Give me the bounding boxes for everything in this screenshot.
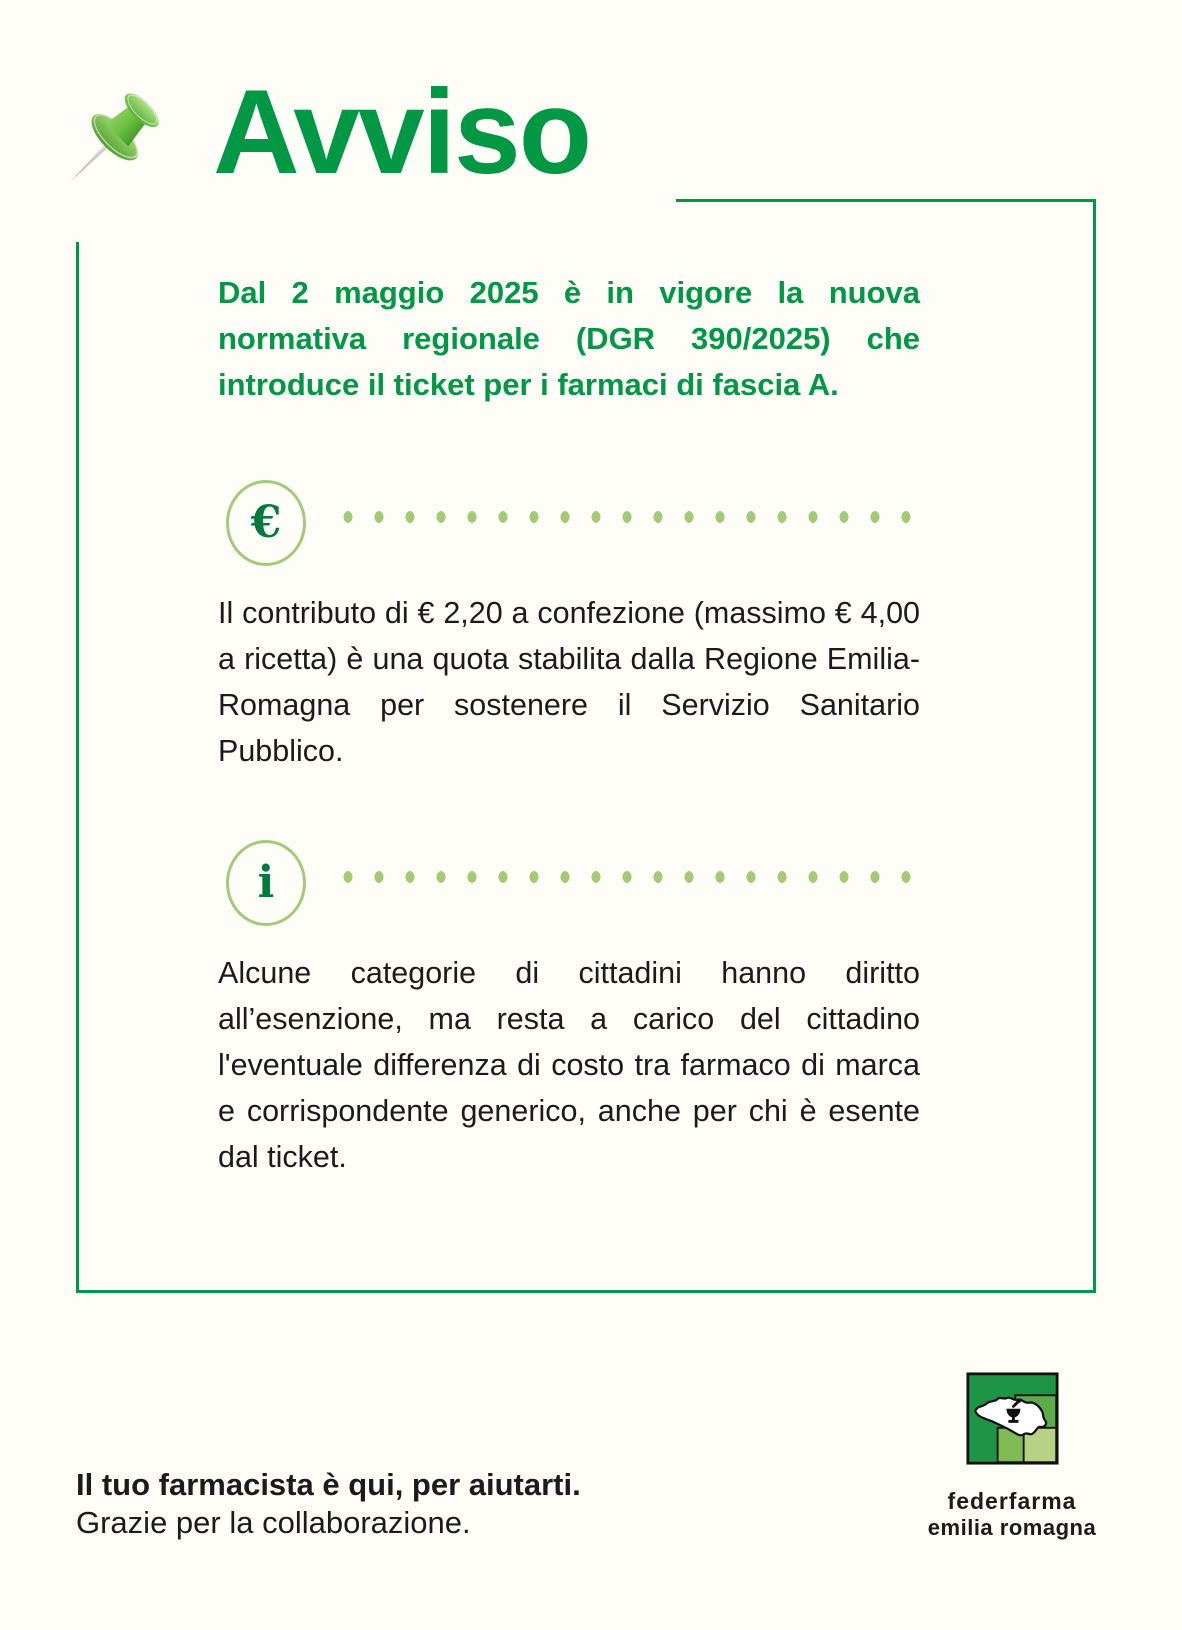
frame-left-line	[76, 242, 79, 1290]
dotted-divider	[343, 507, 931, 527]
pushpin-icon	[52, 84, 172, 216]
footer-text	[76, 1466, 581, 1542]
dotted-divider	[343, 867, 931, 887]
contribution-paragraph: Il contributo di € 2,20 a confezione (massimo € 4,00 a ricetta) è una quota stabilita dalla Regione Emilia-Romagna per sostenere il Servizio Sanitario Pubblico.	[218, 596, 920, 768]
logo-region: emilia romagna	[927, 1515, 1097, 1540]
frame-top-line	[676, 199, 1096, 202]
euro-symbol: €	[250, 497, 282, 548]
frame-right-line	[1093, 199, 1096, 1293]
exemption-paragraph: Alcune categorie di cittadini hanno diritto all’esenzione, ma resta a carico del cittadino l'eventuale differenza di costo tra farmaco di marca e corrispondente generico, anche per chi è esente dal ticket.	[218, 956, 920, 1174]
intro-paragraph: Dal 2 maggio 2025 è in vigore la nuova normativa regionale (DGR 390/2025) che introduce il ticket per i farmaci di fascia A.	[218, 275, 920, 402]
federfarma-logo	[912, 1372, 1112, 1541]
footer-line-1: Il tuo farmacista è qui, per aiutarti.	[76, 1467, 581, 1502]
footer-line-2: Grazie per la collaborazione.	[76, 1505, 471, 1540]
logo-name: federfarma	[947, 1488, 1077, 1514]
euro-icon	[226, 480, 306, 566]
frame-bottom-line	[76, 1290, 1096, 1293]
info-icon	[226, 840, 306, 926]
info-symbol: i	[257, 857, 275, 908]
page-title: Avviso	[213, 65, 591, 199]
federfarma-logo-mark	[966, 1372, 1059, 1465]
